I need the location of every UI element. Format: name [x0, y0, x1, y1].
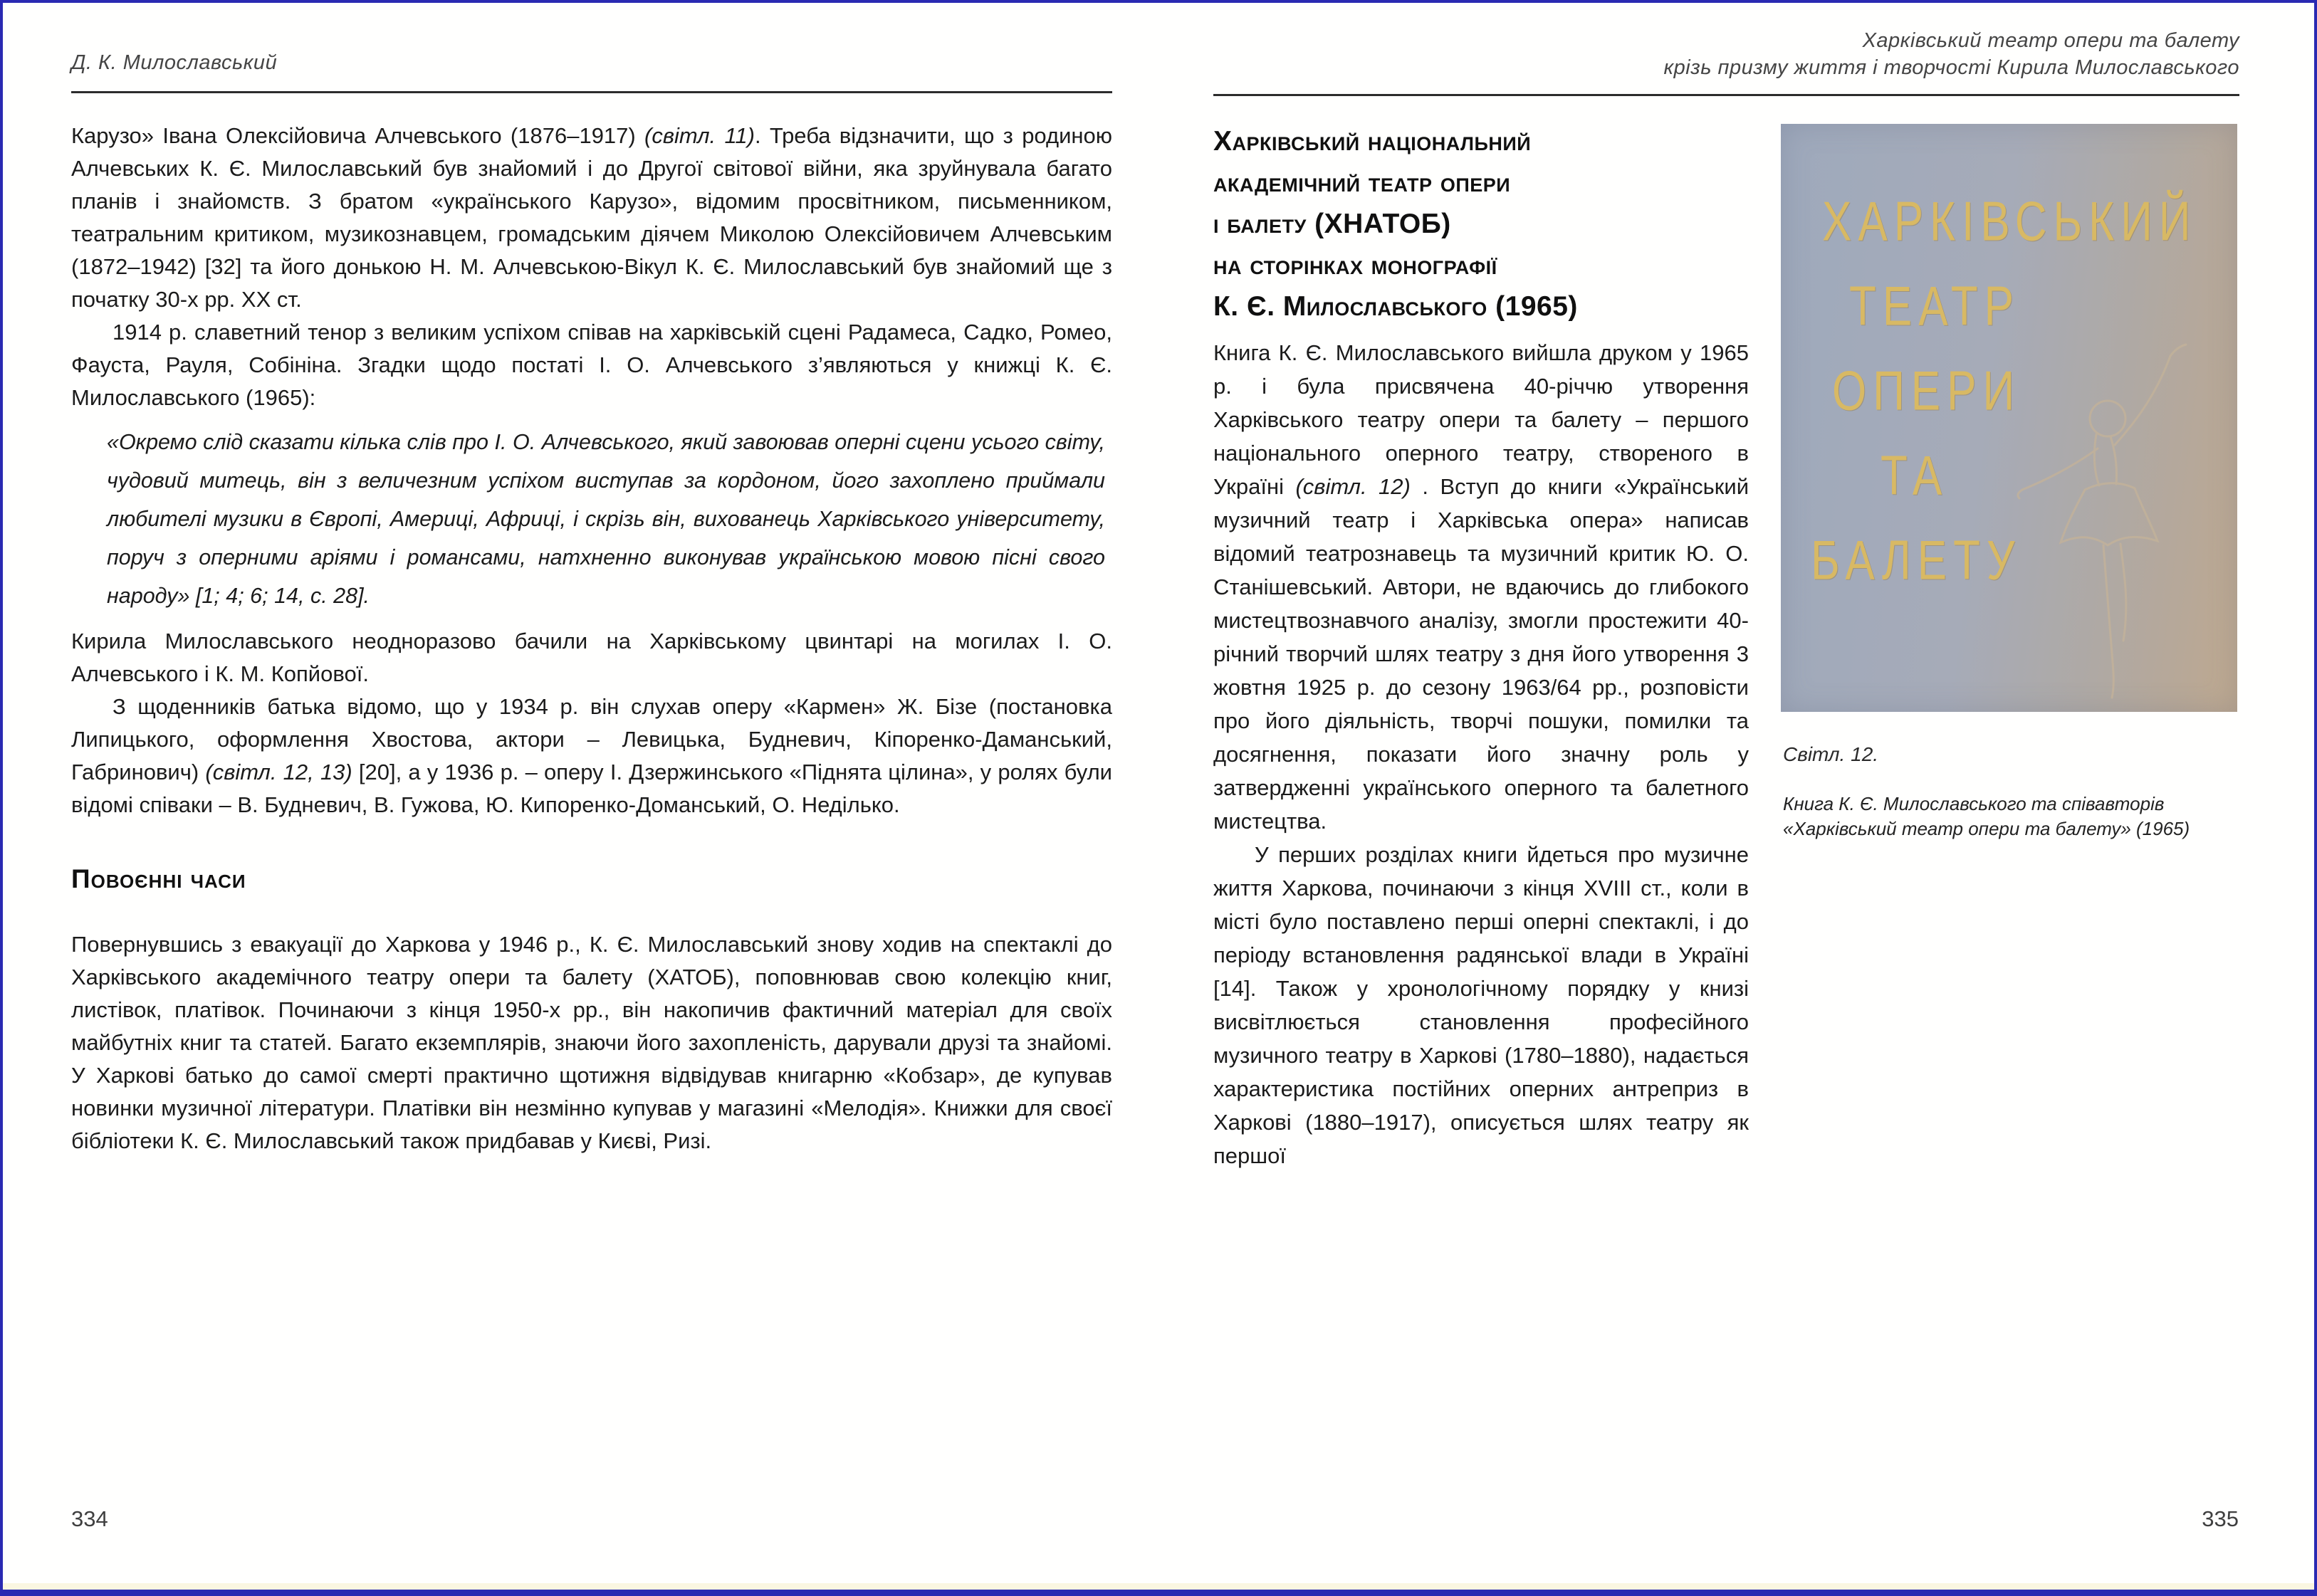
figure-caption-label: Світл. 12.: [1783, 743, 1879, 765]
article-title-line: на сторінках монографії: [1213, 250, 1497, 280]
paragraph-text: З щоденників батька відомо, що у 1934 р. він слухав оперу «Кармен» Ж. Бізе (постановка Липицького, оформлення Хвостова, актори – Левицька, Будневич, Кіпоренко-Даманський, Габринович): [71, 694, 1112, 784]
article-title-line: К. Є. Милославського (1965): [1213, 291, 1578, 322]
inline-figure-ref: (світл. 11): [644, 123, 755, 148]
inline-figure-ref: (світл. 12, 13): [205, 760, 352, 784]
paragraph-text: . Треба відзначити, що з родиною Алчевських К. Є. Милославський був знайомий і до Другої світової війни, яка зруйнувала багато планів і знайомств. З братом «українського Карузо», відомим просвітником, письменником, театральним критиком, музикознавцем, громадським діячем Миколою Олексійовичем Алчевським (1872–1942) [32] та його донькою Н. М. Алчевською-Вікул К. Є. Милославський був знайомий ще з початку 30-х рр. ХХ ст.: [71, 123, 1113, 312]
paragraph-text: Книга К. Є. Милославського вийшла друком у 1965 р. і була присвячена 40-річчю утворення Харківського театру опери та балету – першого національного оперного театру, створеного в Україні: [1213, 340, 1749, 499]
scan-edge-artifact: [3, 1583, 2314, 1590]
paragraph: [71, 120, 1112, 316]
paragraph: [71, 691, 1112, 821]
paragraph-text: . Вступ до книги «Український музичний театр і Харківська опера» написав відомий театрознавець та музичний критик Ю. О. Станішевський. Автори, не вдаючись до глибокого мистецтвознавчого аналізу, змогли простежити 40-річний творчий шлях театру з дня його утворення 3 жовтня 1925 р. до сезону 1963/64 рр., розповісти про його діяльність, творчі пошуки, помилки та досягнення, показати його значну роль у затвердженні українського оперного та балетного мистецтва.: [1213, 474, 1749, 834]
book-cover-title-line: ХАРКІВСЬКИЙ: [1822, 191, 2197, 253]
book-cover-photo: [1781, 124, 2237, 712]
paragraph-text: Карузо» Івана Олексійовича Алчевського (1876–1917): [71, 123, 645, 148]
book-cover-title-line: ТЕАТР: [1849, 275, 2020, 337]
article-title-line: Харківський національний: [1213, 126, 1532, 157]
book-cover-title-line: ОПЕРИ: [1832, 360, 2022, 422]
paragraph: Кирила Милославського неодноразово бачили на Харківському цвинтарі на могилах І. О. Алчевського і К. М. Копйової.: [71, 629, 1112, 686]
page-number-left: 334: [71, 1506, 108, 1531]
book-cover-title-line: БАЛЕТУ: [1811, 530, 2022, 592]
paragraph: 1914 р. славетний тенор з великим успіхом співав на харківській сцені Радамеса, Садко, Ромео, Фауста, Рауля, Собініна. Згадки щодо постаті І. О. Алчевського з’являються у книжці К. Є. Милославського (1965):: [71, 320, 1112, 410]
page-number-right: 335: [2202, 1506, 2239, 1531]
running-head-line: крізь призму життя і творчості Кирила Милославського: [1663, 56, 2239, 79]
paragraph: У перших розділах книги йдеться про музичне життя Харкова, починаючи з кінця XVIII ст., коли в місті було поставлено перші оперні спектаклі, і до періоду встановлення радянської влади в Україні [14]. Також у хронологічному порядку у книзі висвітлюється становлення професійного музичного театру в Харкові (1780–1880), надається характеристика постійних оперних антреприз в Харкові (1880–1917), описується шлях театру як першої: [1213, 842, 1749, 1168]
blockquote: «Окремо слід сказати кілька слів про І. О. Алчевського, який завоював оперні сцени усього світу, чудовий митець, він з величезним успіхом виступав за кордоном, його захоплено приймали любителі музики в Європі, Америці, Африці, і скрізь він, вихованець Харківського університету, поруч з оперними аріями і романсами, натхненно виконував українською мовою пісні свого народу» [1; 4; 6; 14, с. 28].: [107, 430, 1105, 608]
inline-figure-ref: (світл. 12): [1295, 474, 1411, 499]
header-rule-right: [1213, 94, 2239, 96]
running-head-line: Харківський театр опери та балету: [1862, 29, 2239, 52]
paragraph-text: [20], а у 1936 р. – оперу І. Дзержинського «Піднята цілина», у ролях були відомі співаки – В. Будневич, В. Гужова, Ю. Кипоренко-Доманський, О. Неділько.: [71, 760, 1112, 817]
running-head-right: [1213, 27, 2239, 81]
paragraph: Повернувшись з евакуації до Харкова у 1946 р., К. Є. Милославський знову ходив на спектаклі до Харківського академічного театру опери та балету (ХАТОБ), поповнював свою колекцію книг, листівок, платівок. Починаючи з кінця 1950-х рр., він накопичив фактичний матеріал для своїх майбутніх книг та статей. Багато екземплярів, знаючи його захопленість, дарували друзі та знайомі. У Харкові батько до самої смерті практично щотижня відвідував книгарню «Кобзар», де купував новинки музичної літератури. Платівки він незмінно купував у магазині «Мелодія». Книжки для своєї бібліотеки К. Є. Милославський також придбавав у Києві, Ризі.: [71, 932, 1112, 1153]
figure-caption: Книга К. Є. Милославського та співавторів «Харківський театр опери та балету» (1965): [1783, 793, 2190, 839]
header-rule-left: [71, 91, 1112, 93]
page-left-body: [71, 120, 1112, 1157]
book-cover-title-line: ТА: [1881, 445, 1949, 507]
running-head-left: Д. К. Милославський: [71, 51, 278, 74]
figure-book-cover: [1781, 124, 2237, 712]
section-heading: Повоєнні часи: [71, 864, 246, 893]
paragraph: [1213, 336, 1749, 838]
page-right-body: [1213, 336, 1749, 1172]
article-title-line: і балету (ХНАТОБ): [1213, 209, 1451, 239]
ballerina-illustration: [2017, 335, 2230, 705]
article-title-line: академічний театр опери: [1213, 167, 1511, 198]
article-title: [1213, 121, 1769, 327]
